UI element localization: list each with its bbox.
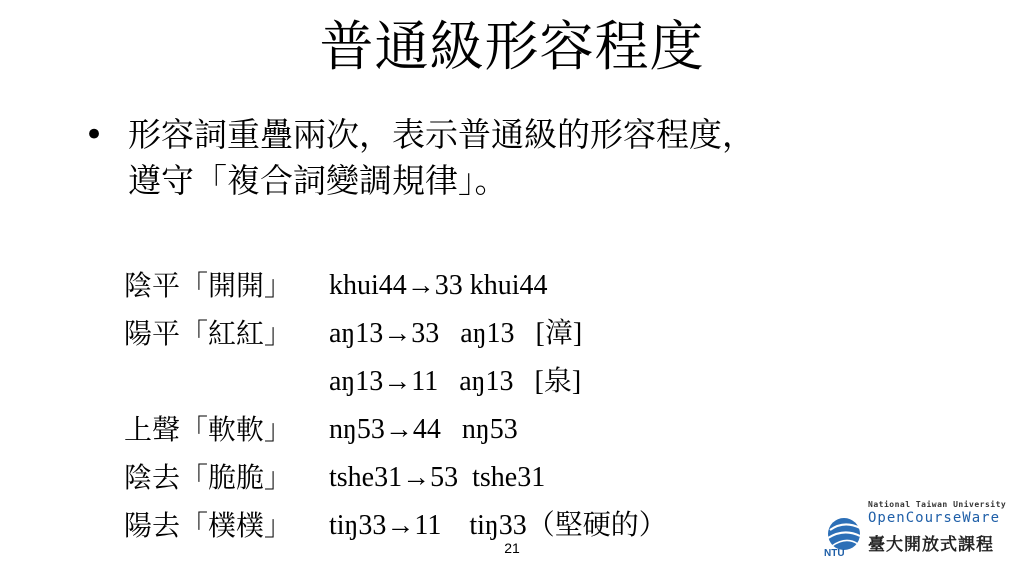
logo-university: National Taiwan University [868, 500, 1007, 509]
example-row [124, 454, 667, 502]
logo-abbrev: NTU [824, 548, 845, 558]
bullet-icon: • [84, 115, 105, 155]
example-tone: nŋ53→44 nŋ53 [329, 414, 518, 445]
logo-name: OpenCourseWare [868, 510, 1001, 526]
example-tone: tshe31→53 tshe31 [329, 462, 546, 493]
logo-chinese: 臺大開放式課程 [868, 535, 994, 555]
example-label: 陰平「開開」 [124, 269, 293, 302]
example-label [124, 358, 329, 406]
example-tone: tiŋ33→11 tiŋ33（堅硬的） [329, 510, 667, 541]
example-row [124, 358, 667, 406]
example-tone: khui44→33 khui44 [329, 270, 548, 301]
example-tone: aŋ13→11 aŋ13 [泉] [329, 366, 582, 397]
bullet-text [128, 112, 984, 204]
slide-title: 普通級形容程度 [319, 15, 705, 78]
example-label: 陰去「脆脆」 [124, 461, 293, 494]
example-row [124, 262, 667, 310]
example-label: 陽平「紅紅」 [124, 317, 293, 350]
tone-examples [124, 262, 667, 550]
globe-icon [822, 514, 866, 558]
bullet-line-2: 遵守「複合詞變調規律」。 [128, 161, 508, 200]
ntu-ocw-logo [822, 500, 1012, 566]
bullet-point [84, 112, 984, 204]
example-tone: aŋ13→33 aŋ13 [漳] [329, 318, 583, 349]
page-number: 21 [504, 540, 520, 556]
example-label: 陽去「樸樸」 [124, 509, 293, 542]
bullet-line-1: 形容詞重疊兩次，表示普通級的形容程度， [128, 115, 755, 154]
example-label: 上聲「軟軟」 [124, 413, 293, 446]
example-row [124, 310, 667, 358]
example-row [124, 406, 667, 454]
